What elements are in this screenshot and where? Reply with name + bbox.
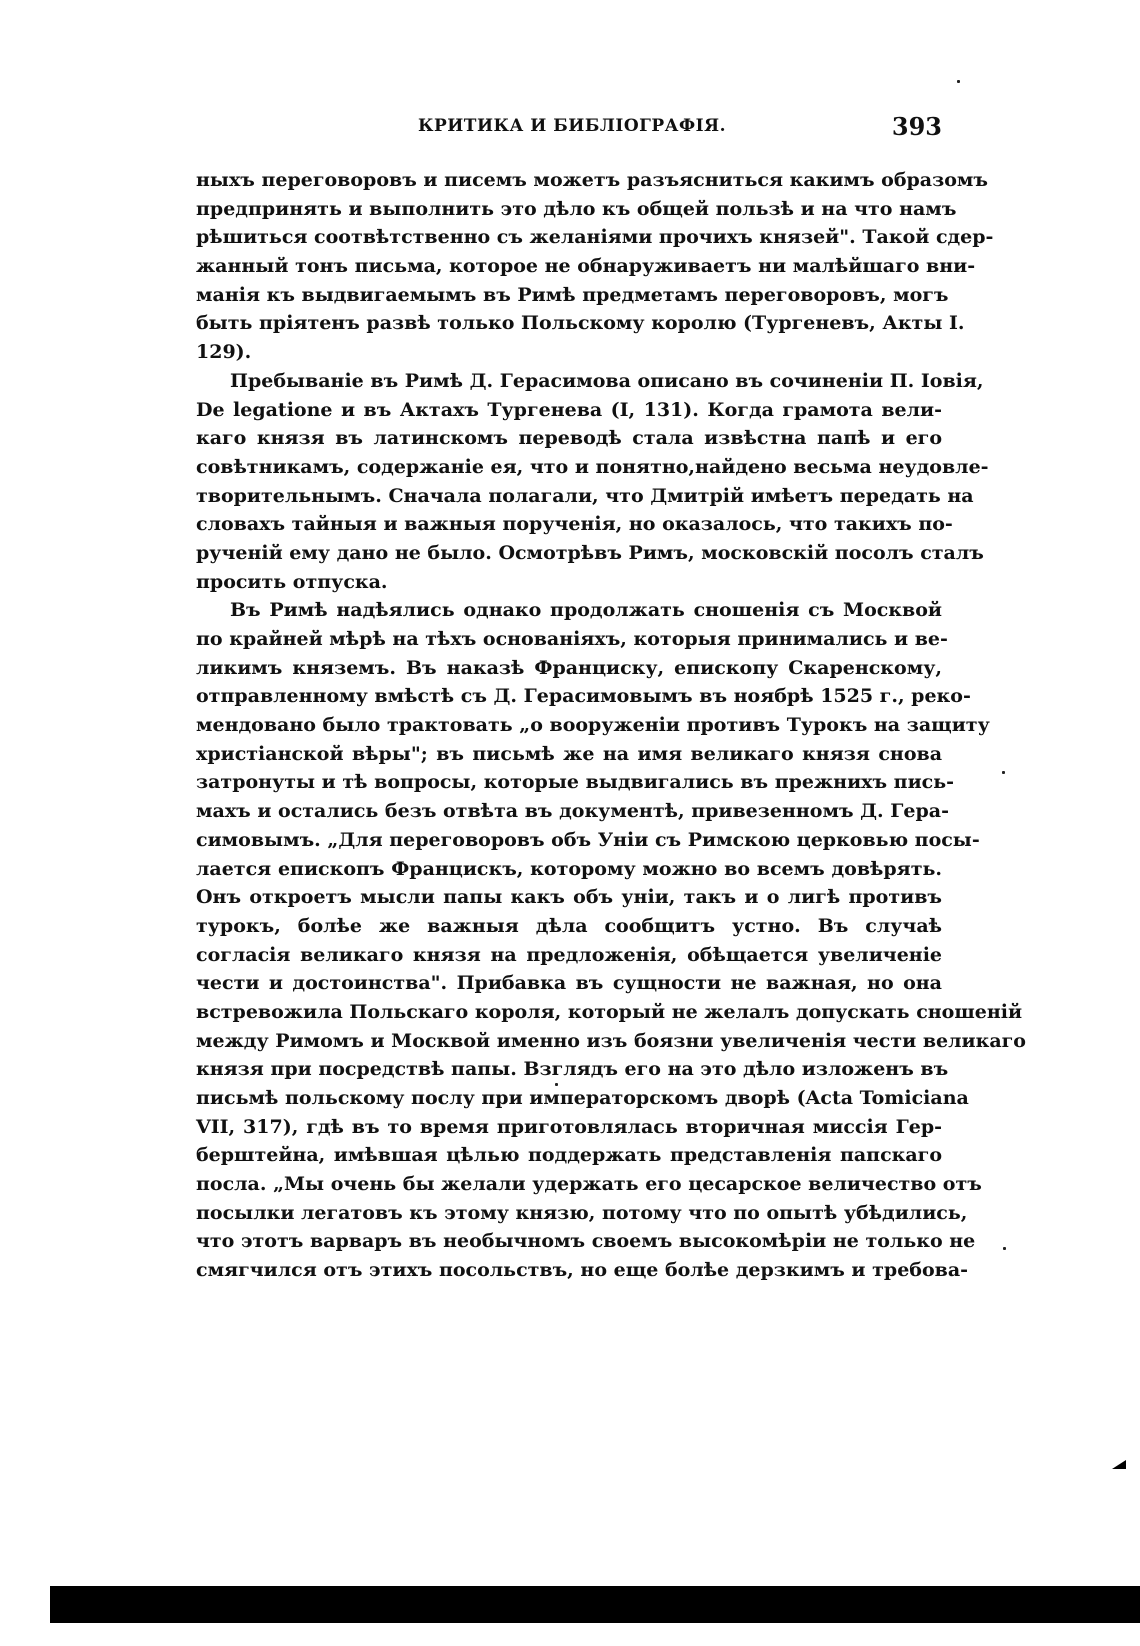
running-header: [196, 112, 942, 142]
text-line: совѣтникамъ, содержаніе ея, что и понятно,найдено весьма неудовле-: [196, 455, 989, 478]
text-line: турокъ, болѣе же важныя дѣла сообщитъ устно. Въ случаѣ: [196, 914, 942, 937]
text-line: предпринять и выполнить это дѣло къ общей пользѣ и на что намъ: [196, 197, 957, 220]
text-line: христіанской вѣры"; въ письмѣ же на имя великаго князя снова: [196, 742, 942, 765]
text-line: посылки легатовъ къ этому князю, потому что по опытѣ убѣдились,: [196, 1201, 968, 1224]
text-line: отправленному вмѣстѣ съ Д. Герасимовымъ въ ноябрѣ 1525 г., реко-: [196, 685, 971, 708]
text-line: симовымъ. „Для переговоровъ объ Уніи съ Римскою церковью посы-: [196, 828, 980, 851]
text-line: каго князя въ латинскомъ переводѣ стала извѣстна папѣ и его: [196, 427, 942, 450]
scan-speck: [1003, 1247, 1006, 1250]
text-line: рученій ему дано не было. Осмотрѣвъ Римъ, московскій посолъ сталъ: [196, 541, 984, 564]
page-number: 393: [891, 112, 942, 141]
text-line: махъ и остались безъ отвѣта въ документѣ, привезенномъ Д. Гера-: [196, 800, 949, 823]
text-line: встревожила Польскаго короля, который не желалъ допускать сношеній: [196, 1000, 1023, 1023]
text-line: рѣшиться соотвѣтственно съ желаніями прочихъ князей". Такой сдер-: [196, 226, 994, 249]
text-line: Онъ откроетъ мысли папы какъ объ уніи, такъ и о лигѣ противъ: [196, 886, 942, 909]
text-line: ликимъ княземъ. Въ наказѣ Франциску, епископу Скаренскому,: [196, 656, 942, 679]
text-line: посла. „Мы очень бы желали удержать его цесарское величество отъ: [196, 1173, 982, 1196]
text-line: смягчился отъ этихъ посольствъ, но еще болѣе дерзкимъ и требова-: [196, 1259, 969, 1282]
text-line: ныхъ переговоровъ и писемъ можетъ разъясниться какимъ образомъ: [196, 169, 988, 191]
text-line: лается епископъ Францискъ, которому можно во всемъ довѣрять.: [196, 857, 942, 880]
scan-speck: [1002, 771, 1005, 774]
text-line: по крайней мѣрѣ на тѣхъ основаніяхъ, которыя принимались и ве-: [196, 628, 948, 650]
text-line: просить отпуска.: [196, 570, 388, 593]
body-text: [196, 166, 1026, 1285]
text-line: быть пріятенъ развѣ только Польскому королю (Тургеневъ, Акты I.: [196, 312, 965, 335]
scan-speck: [957, 80, 960, 83]
text-line: мендовано было трактовать „о вооруженіи противъ Турокъ на защиту: [196, 714, 990, 737]
text-line: словахъ тайныя и важныя порученія, но оказалось, что такихъ по-: [196, 513, 953, 536]
scan-corner-mark: [1112, 1460, 1126, 1469]
scan-bottom-bar: [50, 1586, 1140, 1623]
text-line: князя при посредствѣ папы. Взглядъ его на это дѣло изложенъ въ: [196, 1058, 949, 1081]
text-line: De legatione и въ Актахъ Тургенева (I, 131). Когда грамота вели-: [196, 398, 942, 421]
paragraph-2: [196, 367, 989, 597]
text-line: Пребываніе въ Римѣ Д. Герасимова описано въ сочиненіи П. Іовія,: [230, 369, 984, 392]
text-line: 129).: [196, 341, 252, 364]
text-line: что этотъ варваръ въ необычномъ своемъ высокомѣріи не только не: [196, 1230, 976, 1253]
text-line: берштейна, имѣвшая цѣлью поддержать представленія папскаго: [196, 1144, 942, 1167]
text-line: манія къ выдвигаемымъ въ Римѣ предметамъ переговоровъ, могъ: [196, 283, 949, 306]
text-line: затронуты и тѣ вопросы, которые выдвигались въ прежнихъ пись-: [196, 771, 955, 794]
text-line: VII, 317), гдѣ въ то время приготовлялась вторичная миссія Гер-: [196, 1115, 942, 1138]
paragraph-3: [196, 596, 1026, 1285]
text-line: чести и достоинства". Прибавка въ сущности не важная, но она: [196, 972, 942, 995]
text-line: письмѣ польскому послу при императорскомъ дворѣ (Acta Tomiciana: [196, 1087, 969, 1109]
running-title: КРИТИКА И БИБЛІОГРАФІЯ.: [418, 116, 726, 136]
text-line: творительнымъ. Сначала полагали, что Дмитрій имѣетъ передать на: [196, 484, 974, 507]
text-line: между Римомъ и Москвой именно изъ боязни увеличенія чести великаго: [196, 1029, 1026, 1052]
text-line: Въ Римѣ надѣялись однако продолжать сношенія съ Москвой: [230, 599, 942, 622]
text-line: жанный тонъ письма, которое не обнаруживаетъ ни малѣйшаго вни-: [196, 255, 976, 278]
text-line: согласія великаго князя на предложенія, обѣщается увеличеніе: [196, 943, 942, 966]
paragraph-1: [196, 166, 994, 367]
scan-speck: [555, 1083, 558, 1086]
